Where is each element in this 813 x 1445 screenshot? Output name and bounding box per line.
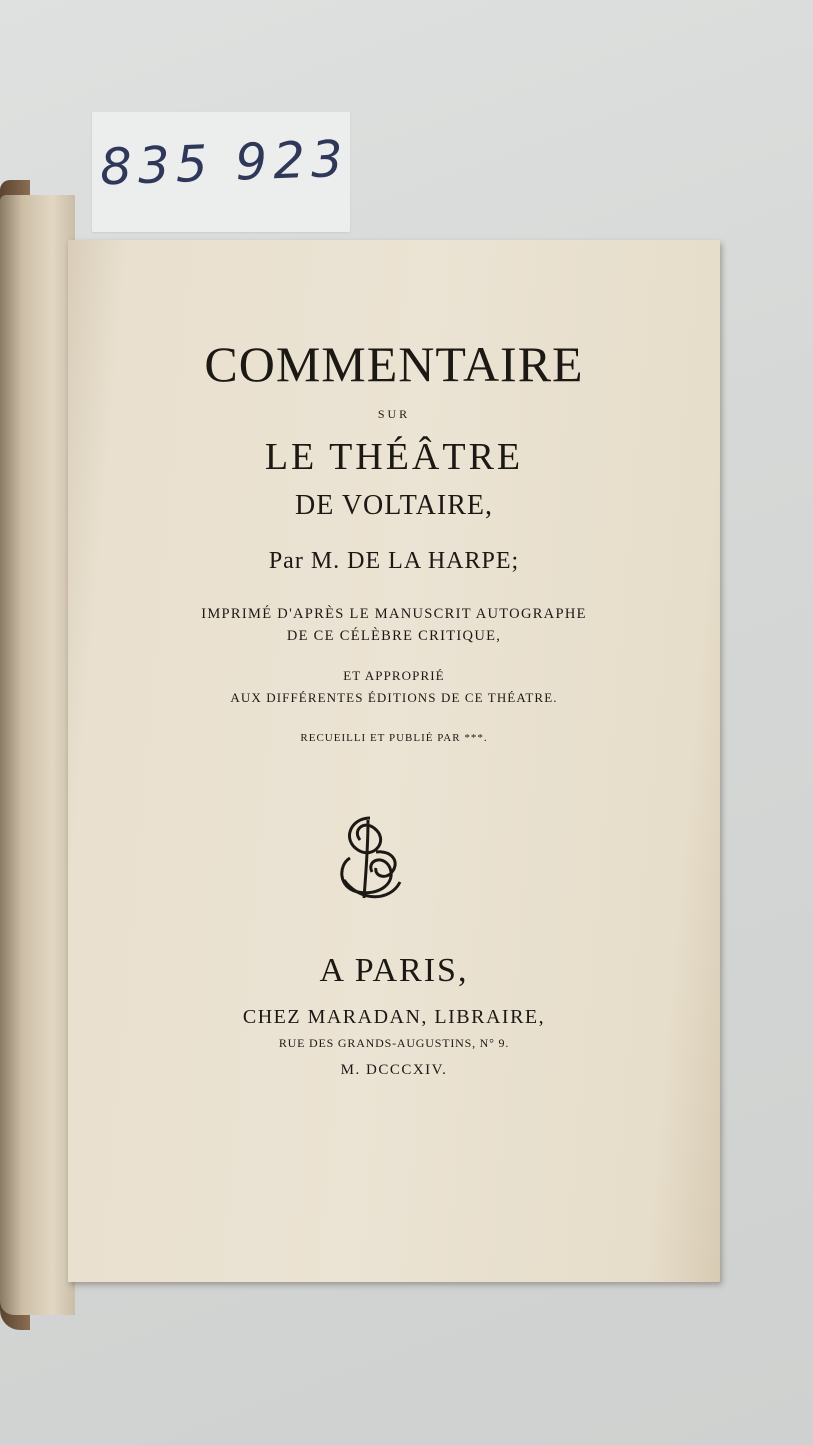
publisher-address: RUE DES GRANDS-AUGUSTINS, N° 9. [278, 1036, 510, 1050]
description-line-4: AUX DIFFÉRENTES ÉDITIONS DE CE THÉATRE. [230, 690, 558, 705]
title-connector: sur [377, 403, 411, 422]
library-label-sticker [92, 112, 350, 232]
description-line-2: DE CE CÉLÈBRE CRITIQUE, [286, 628, 502, 644]
handwritten-number: 835 923 [99, 129, 350, 197]
description-line-3: ET APPROPRIÉ [343, 668, 445, 683]
book-title: COMMENTAIRE [204, 336, 584, 392]
book-subject: LE THÉÂTRE [264, 436, 524, 478]
book-subject-line2: DE VOLTAIRE, [295, 490, 493, 521]
publication-place: A PARIS, [319, 952, 469, 989]
book-author: Par M. DE LA HARPE; [268, 548, 520, 574]
publication-year: M. DCCCXIV. [340, 1062, 448, 1078]
left-page-edge [0, 195, 75, 1315]
publisher-monogram-icon [330, 810, 410, 905]
editor-credit: RECUEILLI ET PUBLIÉ PAR ***. [300, 732, 488, 744]
title-page [68, 240, 720, 1282]
description-line-1: IMPRIMÉ D'APRÈS LE MANUSCRIT AUTOGRAPHE [201, 606, 587, 622]
publisher-name: CHEZ MARADAN, LIBRAIRE, [242, 1006, 546, 1028]
